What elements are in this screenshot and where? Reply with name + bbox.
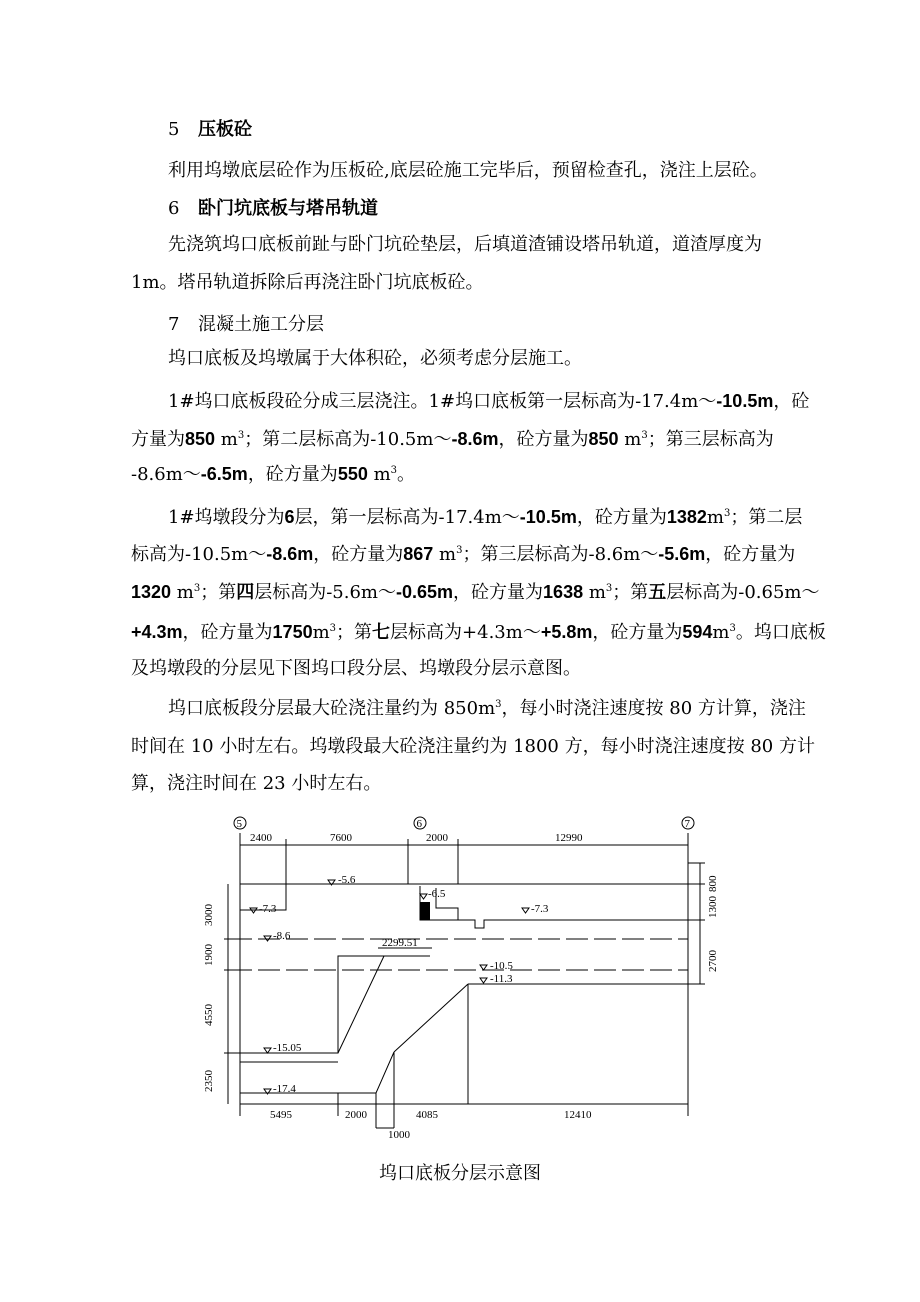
pier-paragraph-line4 <box>131 620 826 645</box>
value-run: 550 <box>337 464 368 484</box>
figure-caption: 坞口底板分层示意图 <box>379 1163 541 1184</box>
dim-label: 4550 <box>203 1004 215 1026</box>
text-run: 层标高为+4.3m～ <box>390 622 541 643</box>
dim-label: 1900 <box>203 944 215 966</box>
text-run: ；第 <box>336 622 373 643</box>
text-run: ，砼方量为 <box>182 622 273 643</box>
text-run: -8.6m～ <box>131 464 201 485</box>
text-run: 。 <box>397 464 416 485</box>
value-run: -8.6m <box>451 429 499 449</box>
elevation-label: -8.6 <box>273 930 291 942</box>
axis-label: 7 <box>684 818 690 830</box>
text-run: ；第二层标高为-10.5m～ <box>244 429 452 450</box>
section-number: 7 <box>168 314 180 335</box>
value-run: 6 <box>284 507 295 527</box>
text-run: ，砼方量为 <box>313 544 404 565</box>
text-run: 层，第一层标高为-17.4m～ <box>294 507 520 528</box>
superscript: 3 <box>605 583 613 594</box>
elevation-label: -17.4 <box>273 1083 296 1095</box>
elevation-label: -11.3 <box>490 973 513 985</box>
value-run: +4.3m <box>131 622 183 642</box>
dim-label: 2000 <box>345 1109 367 1121</box>
elevation-label: -6.5 <box>428 888 446 900</box>
section-6-heading <box>168 197 378 221</box>
text-run: ；第二层 <box>730 507 803 528</box>
value-run: 850 <box>185 429 216 449</box>
text-run: ，砼 <box>773 391 810 412</box>
superscript: 3 <box>495 699 502 710</box>
section-5-heading <box>168 118 252 142</box>
text-run: 坞口底板段分层最大砼浇注量约为 850m <box>168 698 496 719</box>
text-run: ，砼方量为 <box>576 507 667 528</box>
text-run: 方量为 <box>131 429 185 450</box>
value-run: 867 <box>403 544 434 564</box>
floor-paragraph-line2 <box>131 427 774 452</box>
speed-paragraph-line3: 算，浇注时间在 23 小时左右。 <box>131 773 382 794</box>
value-run: -10.5m <box>519 507 577 527</box>
text-run: ，砼方量为 <box>453 582 544 603</box>
pier-paragraph-line2 <box>131 542 795 567</box>
superscript: 3 <box>641 430 648 441</box>
section-6-text-line1: 先浇筑坞口底板前趾与卧门坑砼垫层，后填道渣铺设塔吊轨道，道渣厚度为 <box>168 234 762 255</box>
section-6-text-line2: 1m。塔吊轨道拆除后再浇注卧门坑底板砼。 <box>131 272 484 293</box>
text-run: ，砼方量为 <box>498 429 589 450</box>
text-run: ，每小时浇注速度按 80 方计算，浇注 <box>501 698 806 719</box>
dim-label: 1300 <box>707 896 719 918</box>
text-run: 1#坞口底板段砼分成三层浇注。1#坞口底板第一层标高为-17.4m～ <box>168 391 717 412</box>
axis-label: 5 <box>236 818 242 830</box>
unit-run: m <box>215 429 238 450</box>
section-7-intro: 坞口底板及坞墩属于大体积砼，必须考虑分层施工。 <box>168 348 582 369</box>
unit-run: m <box>618 429 642 450</box>
value-run: 850 <box>588 429 619 449</box>
dim-label: 4085 <box>416 1109 438 1121</box>
pier-paragraph-line3 <box>131 580 820 605</box>
layer-diagram-svg <box>200 808 840 1148</box>
dim-label: 5495 <box>270 1109 292 1121</box>
floor-paragraph-line3 <box>131 462 415 487</box>
section-title: 混凝土施工分层 <box>198 314 324 335</box>
superscript: 3 <box>723 508 731 519</box>
value-run: 四 <box>236 582 255 602</box>
unit-run: m <box>171 582 194 603</box>
section-title: 压板砼 <box>198 119 252 140</box>
text-run: ；第三层标高为 <box>647 429 774 450</box>
value-run: -10.5m <box>716 391 774 411</box>
unit-run: m <box>712 622 730 643</box>
dim-label: 12990 <box>555 832 583 844</box>
value-run: -5.6m <box>658 544 706 564</box>
text-run: ，砼方量为 <box>247 464 338 485</box>
section-number: 5 <box>168 119 180 140</box>
value-run: 594 <box>682 622 713 642</box>
dim-label: 2350 <box>203 1070 215 1092</box>
value-run: 七 <box>372 622 391 642</box>
unit-run: m <box>583 582 606 603</box>
dim-label: 1000 <box>388 1129 410 1141</box>
text-run: ，砼方量为 <box>592 622 683 643</box>
text-run: 1#坞墩段分为 <box>168 507 285 528</box>
elevation-label: -7.3 <box>531 903 549 915</box>
superscript: 3 <box>729 623 736 634</box>
section-5-text: 利用坞墩底层砼作为压板砼,底层砼施工完毕后，预留检查孔，浇注上层砼。 <box>168 160 768 181</box>
dim-label: 12410 <box>564 1109 592 1121</box>
value-run: -0.65m <box>396 582 454 602</box>
superscript: 3 <box>390 465 398 476</box>
value-run: 1382 <box>666 507 707 527</box>
value-run: 五 <box>648 582 667 602</box>
unit-run: m <box>433 544 457 565</box>
floor-paragraph-line1 <box>168 389 809 414</box>
unit-run: m <box>312 622 330 643</box>
dim-label: 2000 <box>426 832 448 844</box>
speed-paragraph-line2: 时间在 10 小时左右。坞墩段最大砼浇注量约为 1800 方，每小时浇注速度按 80 方计 <box>131 736 815 757</box>
superscript: 3 <box>237 430 245 441</box>
value-run: 1750 <box>272 622 313 642</box>
text-run: 标高为-10.5m～ <box>131 544 267 565</box>
section-title: 卧门坑底板与塔吊轨道 <box>198 198 378 219</box>
axis-label: 6 <box>416 818 422 830</box>
section-number: 6 <box>168 198 180 219</box>
dim-label: 3000 <box>203 904 215 926</box>
elevation-label: -7.3 <box>259 903 277 915</box>
pier-paragraph-line1 <box>168 505 802 530</box>
dim-label: 2400 <box>250 832 272 844</box>
dim-label: 2700 <box>707 950 719 972</box>
dim-label: 800 <box>707 875 719 892</box>
text-run: ，砼方量为 <box>705 544 796 565</box>
elevation-label: -5.6 <box>338 874 356 886</box>
section-7-heading <box>168 313 324 337</box>
dim-label: 7600 <box>330 832 352 844</box>
text-run: ；第 <box>200 582 237 603</box>
slope-label: 2299.51 <box>382 937 418 949</box>
text-run: 。坞口底板 <box>735 622 826 643</box>
value-run: -6.5m <box>200 464 248 484</box>
text-run: ；第 <box>612 582 649 603</box>
text-run: ；第三层标高为-8.6m～ <box>462 544 659 565</box>
text-run: 层标高为-5.6m～ <box>254 582 396 603</box>
elevation-label: -15.05 <box>273 1042 302 1054</box>
value-run: 1320 <box>131 582 172 602</box>
layer-diagram <box>200 808 840 1148</box>
elevation-label: -10.5 <box>490 960 513 972</box>
unit-run: m <box>706 507 724 528</box>
value-run: +5.8m <box>540 622 593 642</box>
pier-paragraph-line5: 及坞墩段的分层见下图坞口段分层、坞墩段分层示意图。 <box>131 658 581 679</box>
text-run: 层标高为-0.65m～ <box>666 582 820 603</box>
superscript: 3 <box>456 545 463 556</box>
value-run: -8.6m <box>266 544 314 564</box>
unit-run: m <box>367 464 391 485</box>
speed-paragraph-line1 <box>168 697 806 721</box>
value-run: 1638 <box>543 582 584 602</box>
superscript: 3 <box>329 623 337 634</box>
superscript: 3 <box>193 583 201 594</box>
